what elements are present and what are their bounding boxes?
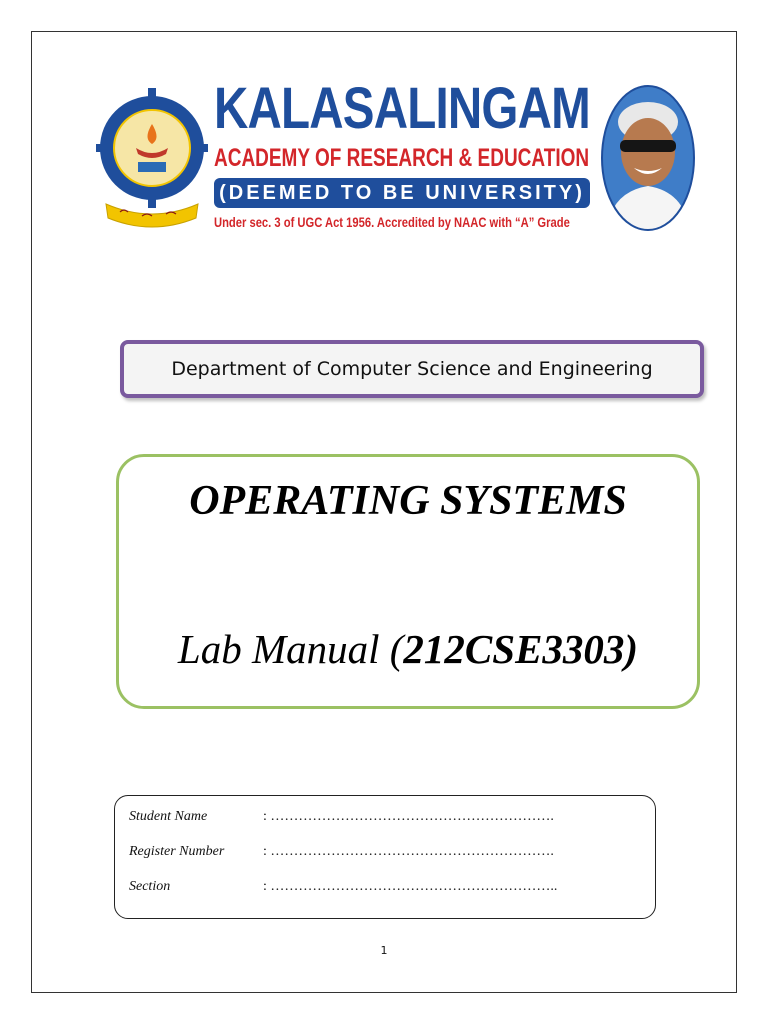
- course-title: OPERATING SYSTEMS: [189, 478, 627, 524]
- department-banner: [120, 340, 704, 398]
- student-name-field[interactable]: : …………………………………………………….: [263, 809, 554, 824]
- course-code: 212CSE3303): [403, 626, 639, 672]
- founder-portrait-image: [600, 82, 696, 234]
- register-number-field[interactable]: : …………………………………………………….: [263, 844, 554, 859]
- course-title-box: [116, 454, 700, 709]
- deemed-university-banner: (DEEMED TO BE UNIVERSITY): [214, 178, 590, 208]
- department-name: Department of Computer Science and Engineering: [171, 358, 653, 380]
- student-name-label: Student Name: [129, 809, 208, 824]
- lab-manual-label: Lab Manual (: [177, 626, 404, 672]
- section-label: Section: [129, 879, 171, 894]
- section-field[interactable]: : ……………………………………………………..: [263, 879, 558, 894]
- register-number-label: Register Number: [129, 844, 225, 859]
- register-number-row: [129, 844, 554, 860]
- university-emblem-logo: [96, 82, 208, 234]
- university-subtitle: ACADEMY OF RESEARCH & EDUCATION: [214, 144, 590, 172]
- page-number: 1: [380, 944, 388, 957]
- university-name: KALASALINGAM: [214, 76, 590, 141]
- student-info-box: [114, 795, 656, 919]
- lab-manual-line: [119, 625, 697, 673]
- accreditation-line: Under sec. 3 of UGC Act 1956. Accredited by NAAC with “A” Grade: [214, 214, 570, 230]
- student-name-row: [129, 809, 554, 825]
- section-row: [129, 879, 557, 895]
